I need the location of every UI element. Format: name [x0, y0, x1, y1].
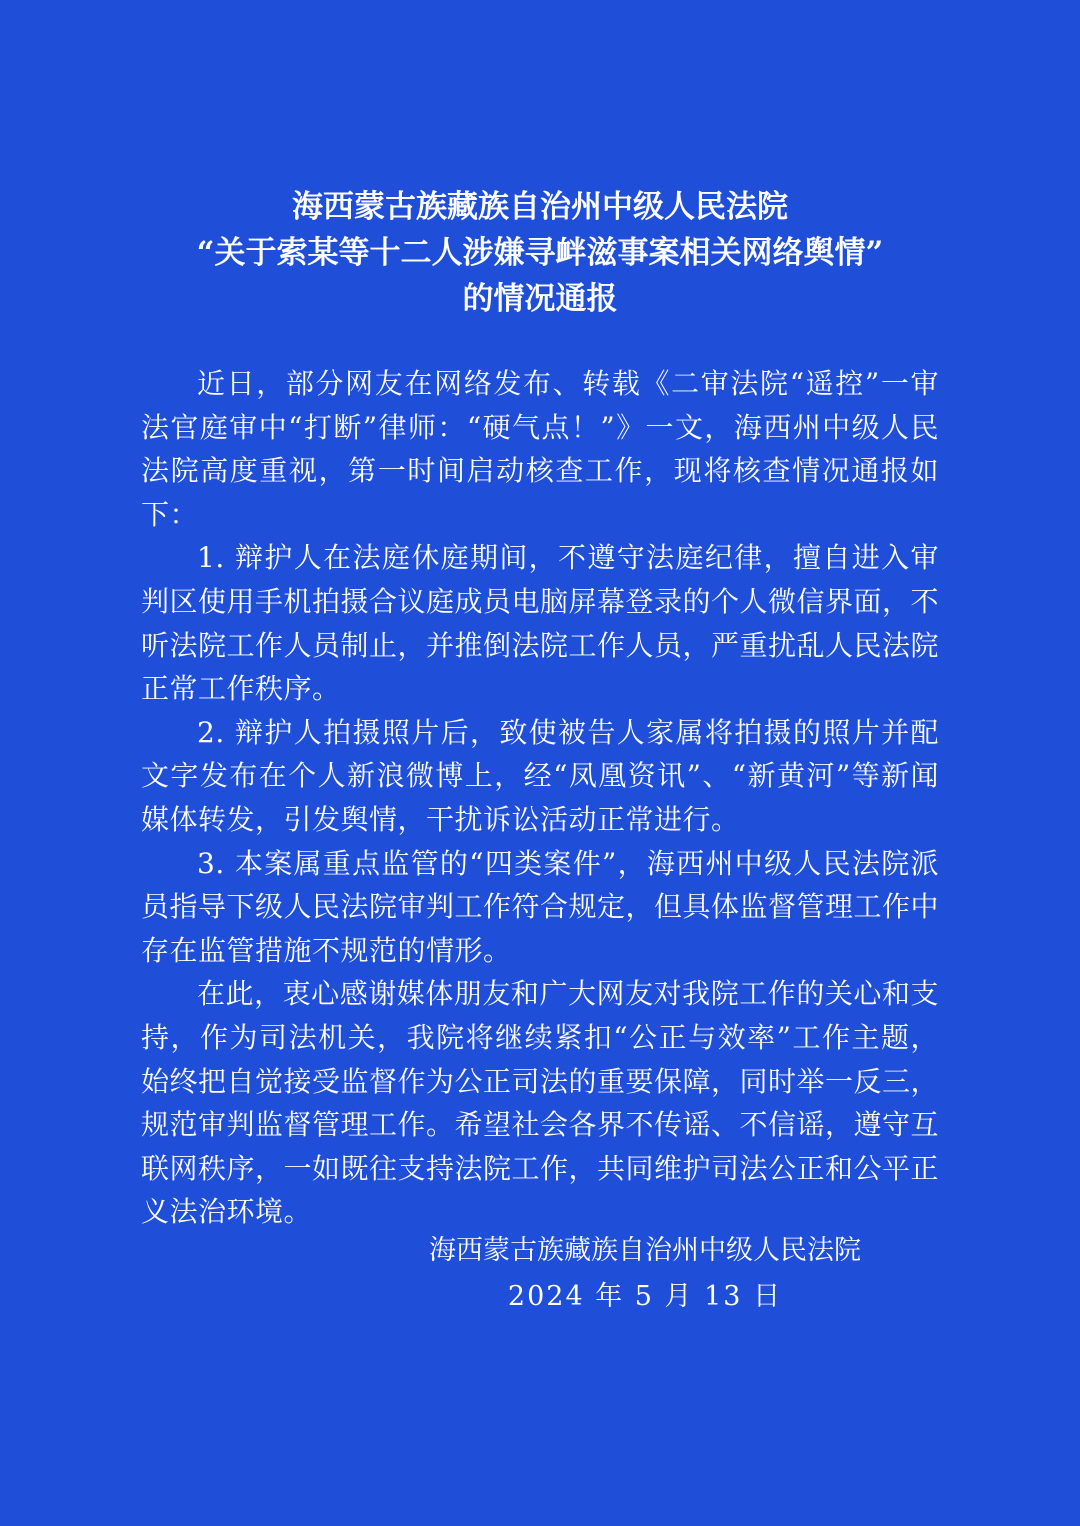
notice-title — [0, 184, 1080, 322]
paragraph-item-3: 3. 本案属重点监管的“四类案件”，海西州中级人民法院派员指导下级人民法院审判工作符合规定，但具体监督管理工作中存在监管措施不规范的情形。 — [141, 846, 940, 967]
paragraph-item-2: 2. 辩护人拍摄照片后，致使被告人家属将拍摄的照片并配文字发布在个人新浪微博上，经“凤凰资讯”、“新黄河”等新闻媒体转发，引发舆情，干扰诉讼活动正常进行。 — [141, 715, 939, 836]
issue-date: 2024 年 5 月 13 日 — [507, 1281, 783, 1312]
title-line-court: 海西蒙古族藏族自治州中级人民法院 — [292, 189, 788, 225]
paragraph-closing: 在此，衷心感谢媒体朋友和广大网友对我院工作的关心和支持，作为司法机关，我院将继续紧扣“公正与效率”工作主题，始终把自觉接受监督作为公正司法的重要保障，同时举一反三，规范审判监督管理工作。希望社会各界不传谣、不信谣，遵守互联网秩序，一如既往支持法院工作，共同维护司法公正和公平正义法治环境。 — [141, 977, 940, 1229]
title-line-type: 的情况通报 — [462, 281, 618, 317]
paragraph-intro: 近日，部分网友在网络发布、转载《二审法院“遥控”一审法官庭审中“打断”律师：“硬气点！”》一文，海西州中级人民法院高度重视，第一时间启动核查工作，现将核查情况通报如下： — [141, 367, 939, 531]
notice-body — [141, 362, 939, 1234]
issuer-name: 海西蒙古族藏族自治州中级人民法院 — [429, 1235, 861, 1266]
signature-block — [400, 1228, 890, 1320]
title-line-subject: “关于索某等十二人涉嫌寻衅滋事案相关网络舆情” — [196, 235, 884, 271]
paragraph-item-1: 1. 辩护人在法庭休庭期间，不遵守法庭纪律，擅自进入审判区使用手机拍摄合议庭成员电脑屏幕登录的个人微信界面，不听法院工作人员制止，并推倒法院工作人员，严重扰乱人民法院正常工作秩序。 — [141, 541, 940, 706]
